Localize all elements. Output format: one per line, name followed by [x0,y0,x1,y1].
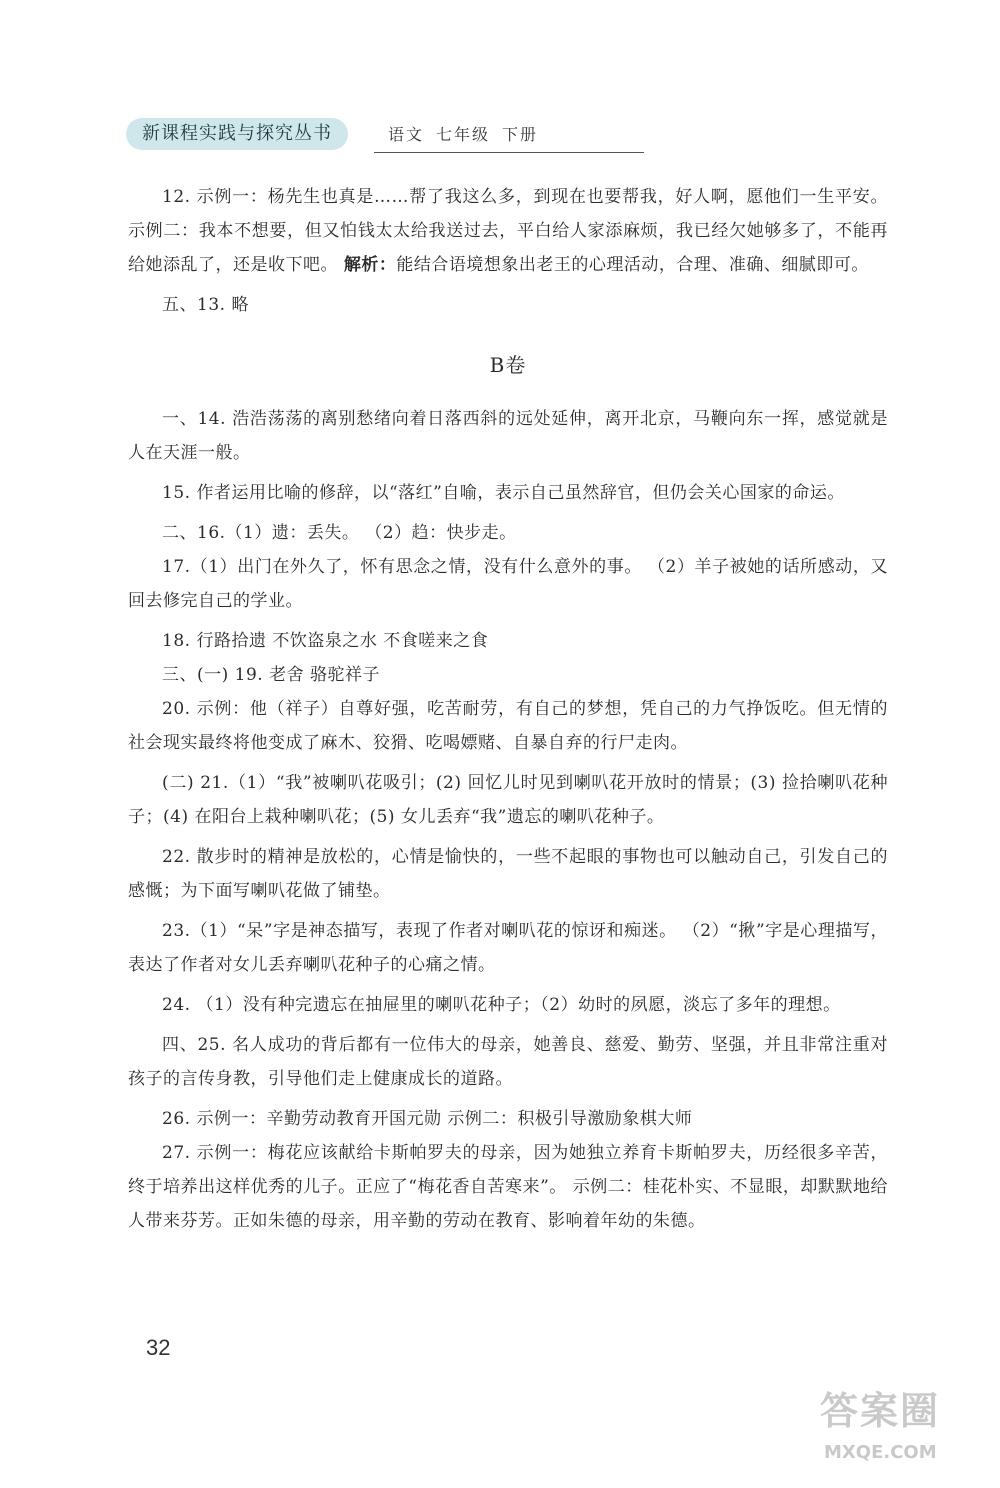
watermark-url: MXQE.COM [824,1442,937,1463]
answer-q23: 23.（1）“呆”字是神态描写，表现了作者对喇叭花的惊讶和痴迷。 （2）“揪”字是心理描写，表达了作者对女儿丢弃喇叭花种子的心痛之情。 [128,921,888,975]
header-rule [374,152,644,153]
subject-line [388,122,550,145]
section-b-title: B卷 [489,353,527,377]
page-header [126,116,546,156]
volume-label: 下册 [502,125,539,144]
answer-q24: 24. （1）没有种完遗忘在抽屉里的喇叭花种子；（2）幼时的夙愿，淡忘了多年的理想。 [162,995,841,1015]
answer-content [128,180,888,1238]
answer-q17: 17.（1）出门在外久了，怀有思念之情，没有什么意外的事。 （2）羊子被她的话所感动，又回去修完自己的学业。 [128,557,888,611]
answer-q25: 四、25. 名人成功的背后都有一位伟大的母亲，她善良、慈爱、勤劳、坚强，并且非常注重对孩子的言传身教，引导他们走上健康成长的道路。 [128,1035,888,1089]
answer-q15: 15. 作者运用比喻的修辞，以“落红”自喻，表示自己虽然辞官，但仍会关心国家的命运。 [162,483,845,503]
answer-q19: 三、(一) 19. 老舍 骆驼祥子 [162,665,381,685]
grade-label: 七年级 [436,125,491,144]
answer-q18: 18. 行路拾遗 不饮盗泉之水 不食嗟来之食 [162,631,489,651]
page-number: 32 [146,1335,171,1360]
answer-q12: 12. 示例一：杨先生也真是……帮了我这么多，到现在也要帮我，好人啊，愿他们一生平安。 示例二：我本不想要，但又怕钱太太给我送过去，平白给人家添麻烦，我已经欠她够多了，不能再给她添乱了，还是收下吧。 解析：能结合语境想象出老王的心理活动，合理、准确、细腻即可。 [128,187,888,275]
answer-q13: 五、13. 略 [162,295,249,315]
answer-q26: 26. 示例一：辛勤劳动教育开国元勋 示例二：积极引导激励象棋大师 [162,1109,693,1129]
analysis-label: 解析： [343,255,397,275]
watermark-logo [820,1380,988,1480]
answer-q21: (二) 21.（1）“我”被喇叭花吸引；(2) 回忆儿时见到喇叭花开放时的情景；(3) 捡拾喇叭花种子；(4) 在阳台上栽种喇叭花；(5) 女儿丢弃“我”遗忘的喇叭花种子。 [128,773,888,827]
answer-q20: 20. 示例：他（祥子）自尊好强，吃苦耐劳，有自己的梦想，凭自己的力气挣饭吃。但无情的社会现实最终将他变成了麻木、狡猾、吃喝嫖赌、自暴自弃的行尸走肉。 [128,699,888,753]
series-badge: 新课程实践与探究丛书 [126,118,348,150]
answer-q16: 二、16.（1）遗：丢失。 （2）趋：快步走。 [162,523,517,543]
subject-label: 语文 [388,125,425,144]
answer-q27: 27. 示例一：梅花应该献给卡斯帕罗夫的母亲，因为她独立养育卡斯帕罗夫，历经很多辛苦，终于培养出这样优秀的儿子。正应了“梅花香自苦寒来”。 示例二：桂花朴实、不显眼，却默默地给人带来芬芳。正如朱德的母亲，用辛勤的劳动在教育、影响着年幼的朱德。 [128,1143,888,1231]
answer-q22: 22. 散步时的精神是放松的，心情是愉快的，一些不起眼的事物也可以触动自己，引发自己的感慨；为下面写喇叭花做了铺垫。 [128,847,888,901]
answer-q14: 一、14. 浩浩荡荡的离别愁绪向着日落西斜的远处延伸，离开北京，马鞭向东一挥，感觉就是人在天涯一般。 [128,409,888,463]
watermark-text: 答案圈 [820,1389,941,1433]
